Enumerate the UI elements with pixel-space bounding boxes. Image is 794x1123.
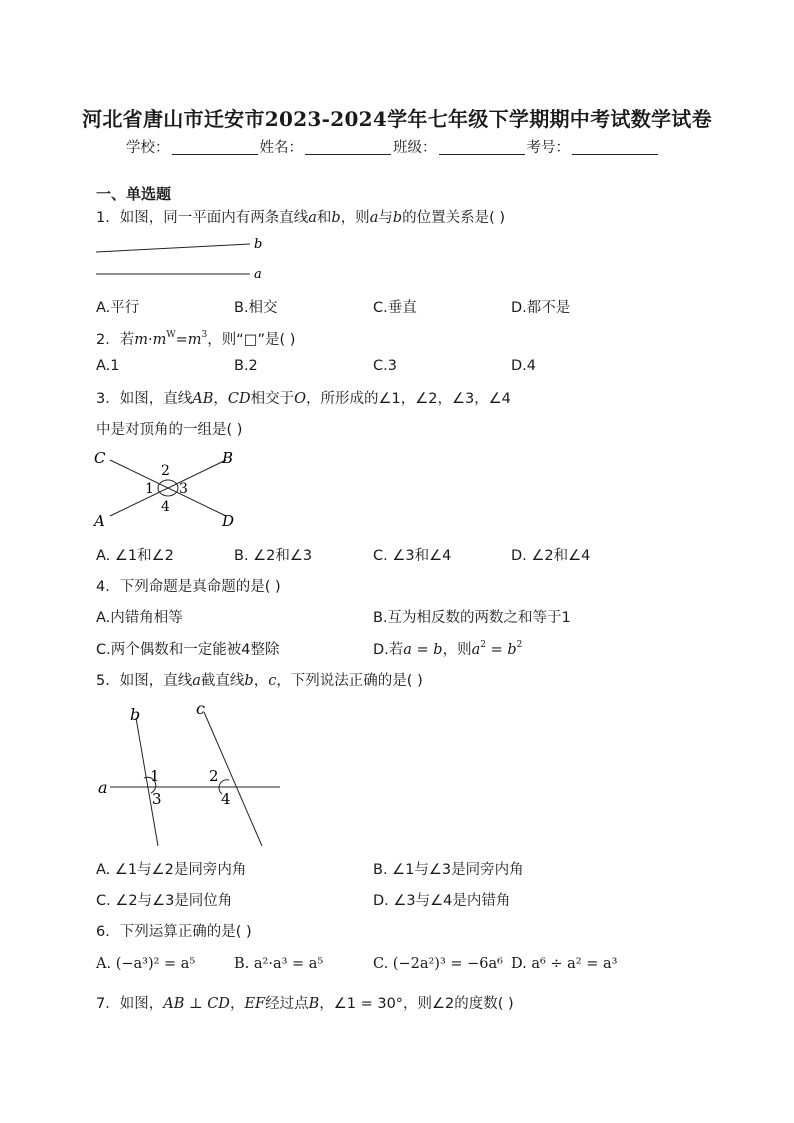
- q5-b: b: [244, 673, 254, 689]
- q3-angle-1: 1: [145, 481, 154, 497]
- q3-angle-2: 2: [161, 463, 170, 479]
- student-info-line: [126, 136, 660, 157]
- q1-fig-label-b: b: [254, 237, 263, 252]
- q1-option-a[interactable]: A.平行: [96, 300, 140, 316]
- q7-text-a: 7．如图，: [96, 996, 164, 1012]
- q1-text-c: 的位置关系是( ): [402, 210, 506, 226]
- q3-label-D: D: [222, 512, 235, 530]
- q5-angle-4: 4: [221, 790, 231, 808]
- question-6-stem: 6．下列运算正确的是( ): [96, 924, 252, 940]
- q5-label-a: a: [98, 778, 108, 797]
- q7-text-c: ，∠1 = 30°，则∠2的度数( ): [319, 996, 514, 1012]
- q6-option-a[interactable]: A. (−a³)² = a⁵: [96, 956, 196, 972]
- class-label: 班级：: [393, 140, 437, 156]
- q2-m1: m: [134, 332, 148, 348]
- q2-exponent-box: W: [166, 330, 176, 340]
- q3-angle-4: 4: [161, 499, 170, 515]
- q2-text-a: 2．若: [96, 332, 135, 348]
- q3-label-A: A: [94, 512, 105, 530]
- q1-text-a: 1．如图，同一平面内有两条直线: [96, 210, 309, 226]
- class-blank[interactable]: [439, 140, 525, 155]
- q1-var-a2: a: [369, 210, 379, 226]
- q1-var-b2: b: [392, 210, 403, 226]
- q4-option-b[interactable]: B.互为相反数的两数之和等于1: [373, 610, 571, 626]
- q3-label-C: C: [94, 449, 106, 467]
- q2-option-b[interactable]: B.2: [234, 358, 258, 374]
- question-5-stem: [96, 669, 423, 690]
- q2-m3: m: [187, 332, 202, 348]
- q3-text-b: 相交于: [250, 391, 295, 407]
- exam-title: 河北省唐山市迁安市2023-2024学年七年级下学期期中考试数学试卷: [82, 107, 712, 131]
- q1-option-d[interactable]: D.都不是: [511, 300, 571, 316]
- q5-sep: ，: [253, 673, 269, 689]
- q2-exponent-3: 3: [201, 330, 208, 340]
- school-label: 学校：: [126, 140, 170, 156]
- q5-option-d[interactable]: D. ∠3与∠4是内错角: [373, 893, 511, 909]
- question-1-stem: [96, 206, 505, 227]
- school-blank[interactable]: [172, 140, 258, 155]
- q2-option-a[interactable]: A.1: [96, 358, 120, 374]
- question-3-stem: [96, 387, 511, 408]
- q1-var-a: a: [308, 210, 317, 226]
- q5-c: c: [268, 673, 277, 689]
- q4-d-equals: =: [485, 642, 508, 658]
- q1-var-b: b: [331, 210, 341, 226]
- q2-text-b: ，则“□”是( ): [207, 332, 296, 348]
- q1-option-b[interactable]: B.相交: [234, 300, 278, 316]
- q3-option-d[interactable]: D. ∠2和∠4: [511, 548, 591, 564]
- q4-d-exp-b: 2: [516, 640, 523, 650]
- q4-d-eq: a = b: [403, 642, 443, 658]
- q1-fig-label-a: a: [254, 267, 262, 282]
- q1-figure: [92, 232, 272, 284]
- q1-option-c[interactable]: C.垂直: [373, 300, 417, 316]
- q6-option-d[interactable]: D. a⁶ ÷ a² = a³: [511, 956, 618, 972]
- q1-yu: 与: [378, 210, 393, 226]
- q3-option-c[interactable]: C. ∠3和∠4: [373, 548, 452, 564]
- q3-text-a: 3．如图，直线: [96, 391, 193, 407]
- q7-ef: EF: [244, 996, 266, 1012]
- q6-option-c[interactable]: C. (−2a²)³ = −6a⁶: [373, 956, 503, 972]
- q2-dot: ·: [147, 332, 153, 348]
- question-3-stem-line2: 中是对顶角的一组是( ): [96, 422, 243, 438]
- q4-d-b: b: [507, 642, 517, 658]
- question-7-stem: [96, 992, 514, 1013]
- q1-line-b: [96, 244, 250, 252]
- q5-a: a: [192, 673, 201, 689]
- q3-option-b[interactable]: B. ∠2和∠3: [234, 548, 313, 564]
- section-heading: 一、单选题: [96, 185, 172, 203]
- q5-angle-3: 3: [152, 790, 162, 808]
- question-2-stem: [96, 328, 295, 349]
- q5-label-c: c: [196, 699, 205, 718]
- q7-b: B: [308, 996, 320, 1012]
- q3-ab: AB: [192, 391, 214, 407]
- q2-option-d[interactable]: D.4: [511, 358, 536, 374]
- q5-angle-1: 1: [150, 767, 160, 785]
- q3-label-B: B: [222, 449, 234, 467]
- q5-option-c[interactable]: C. ∠2与∠3是同位角: [96, 893, 233, 909]
- q5-option-b[interactable]: B. ∠1与∠3是同旁内角: [373, 862, 524, 878]
- q4-d-text-a: D.若: [373, 642, 404, 658]
- q4-d-exp-a: 2: [480, 640, 486, 650]
- q4-option-a[interactable]: A.内错角相等: [96, 610, 183, 626]
- q5-option-a[interactable]: A. ∠1与∠2是同旁内角: [96, 862, 247, 878]
- q5-text-b: 截直线: [200, 673, 245, 689]
- q5-angle-2: 2: [209, 767, 219, 785]
- q4-d-a: a: [471, 642, 481, 658]
- q7-text-b: 经过点: [265, 996, 309, 1012]
- exam-number-label: 考号：: [526, 140, 570, 156]
- q7-sep: ，: [229, 996, 245, 1012]
- name-label: 姓名：: [259, 140, 303, 156]
- q5-label-b: b: [130, 705, 141, 724]
- q3-cd: CD: [227, 391, 251, 407]
- q4-d-text-b: ，则: [442, 642, 472, 658]
- q5-text-a: 5．如图，直线: [96, 673, 193, 689]
- q5-text-c: ，下列说法正确的是( ): [276, 673, 423, 689]
- q2-option-c[interactable]: C.3: [373, 358, 397, 374]
- q3-sep: ，: [213, 391, 228, 407]
- q1-text-b: ，则: [340, 210, 370, 226]
- q2-equals: =: [175, 332, 188, 348]
- name-blank[interactable]: [305, 140, 391, 155]
- q5-figure: [92, 698, 292, 850]
- q3-option-a[interactable]: A. ∠1和∠2: [96, 548, 174, 564]
- q6-option-b[interactable]: B. a²·a³ = a⁵: [234, 956, 324, 972]
- q7-ab-perp-cd: AB ⊥ CD: [163, 996, 230, 1012]
- q3-figure: [92, 444, 252, 532]
- q4-option-d[interactable]: [373, 638, 522, 659]
- q3-angle-3: 3: [179, 481, 188, 497]
- q3-o: O: [294, 391, 306, 407]
- exam-number-blank[interactable]: [572, 140, 658, 155]
- q1-and: 和: [316, 210, 332, 226]
- q2-m2: m: [152, 332, 167, 348]
- q4-option-c[interactable]: C.两个偶数和一定能被4整除: [96, 642, 280, 658]
- question-4-stem: 4．下列命题是真命题的是( ): [96, 579, 281, 595]
- q3-text-c: ，所形成的∠1，∠2，∠3，∠4: [306, 391, 511, 407]
